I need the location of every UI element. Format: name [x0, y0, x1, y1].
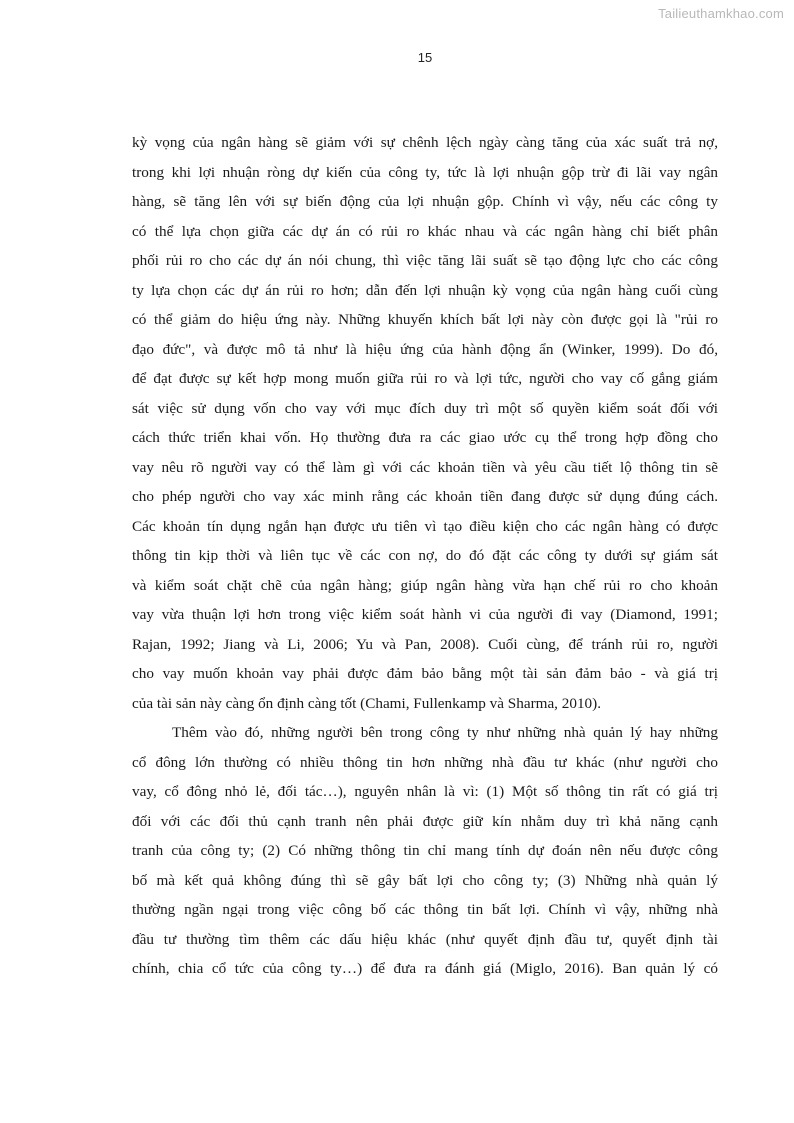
text-line: cách thức triển khai vốn. Họ thường đưa ra các giao ước cụ thể trong hợp đồng cho [132, 429, 718, 446]
text-line: ty lựa chọn các dự án rủi ro hơn; dẫn đến lợi nhuận kỳ vọng của ngân hàng cuối cùng [132, 281, 718, 299]
text-line: đầu tư thường tìm thêm các dấu hiệu khác (như quyết định đầu tư, quyết định tài [132, 930, 718, 948]
text-line: cho phép người cho vay xác minh rằng các khoản tiền đang được sử dụng đúng cách. [132, 488, 718, 505]
text-line: để đạt được sự kết hợp mong muốn giữa rủi ro và lợi tức, người cho vay cố gắng giám [132, 370, 718, 387]
text-line: của tài sản này càng ổn định càng tốt (Chami, Fullenkamp và Sharma, 2010). [132, 694, 602, 712]
text-line: tranh của công ty; (2) Có những thông tin chỉ mang tính dự đoán nên nếu được công [132, 842, 718, 859]
text-line: chính, chia cổ tức của công ty…) để đưa ra đánh giá (Miglo, 2016). Ban quản lý có [132, 960, 718, 977]
text-line: trong khi lợi nhuận ròng dự kiến của công ty, tức là lợi nhuận gộp trừ đi lãi vay ngân [132, 163, 718, 181]
text-line: vay nêu rõ người vay có thể làm gì với các khoản tiền và yêu cầu tiết lộ thông tin sẽ [132, 458, 718, 476]
text-line: vay, cổ đông nhỏ lẻ, đối tác…), nguyên nhân là vì: (1) Một số thông tin rất có giá trị [132, 783, 718, 800]
text-line: sát việc sử dụng vốn cho vay với mục đích duy trì một số quyền kiểm soát đối với [132, 399, 718, 417]
text-line: Rajan, 1992; Jiang và Li, 2006; Yu và Pan, 2008). Cuối cùng, để tránh rủi ro, người [132, 635, 718, 653]
text-line: Các khoản tín dụng ngắn hạn được ưu tiên vì tạo điều kiện cho các ngân hàng có được [132, 517, 718, 535]
text-line: thông tin kịp thời và liên tục về các con nợ, do đó đặt các công ty dưới sự giám sát [132, 547, 718, 564]
page-number: 15 [417, 50, 433, 65]
text-line: có thể lựa chọn giữa các dự án có rủi ro khác nhau và các ngân hàng chỉ biết phân [132, 222, 718, 240]
text-line: kỳ vọng của ngân hàng sẽ giảm với sự chênh lệch ngày càng tăng của xác suất trả nợ, [132, 134, 718, 151]
body-text [132, 128, 718, 984]
text-line: Thêm vào đó, những người bên trong công ty như những nhà quản lý hay những [172, 724, 718, 741]
text-line: đạo đức", và được mô tả như là hiệu ứng của hành động ẩn (Winker, 1999). Do đó, [132, 340, 718, 358]
paragraph [132, 718, 718, 984]
text-line: vay vừa thuận lợi hơn trong việc kiểm soát hành vi của người đi vay (Diamond, 1991; [132, 606, 718, 623]
text-line: bố mà kết quả không đúng thì sẽ gây bất lợi cho công ty; (3) Những nhà quản lý [132, 871, 718, 889]
text-line: phối rủi ro cho các dự án nói chung, thì việc tăng lãi suất sẽ tạo động lực cho các công [132, 252, 718, 269]
text-line: có thể giảm do hiệu ứng này. Những khuyến khích bất lợi này còn được gọi là "rủi ro [132, 311, 718, 328]
text-line: đối với các đối thủ cạnh tranh nên phải được giữ kín nhằm duy trì khả năng cạnh [132, 812, 718, 830]
text-line: hàng, sẽ tăng lên với sự biến động của lợi nhuận gộp. Chính vì vậy, nếu các công ty [132, 193, 718, 210]
text-line: thường ngần ngại trong việc công bố các thông tin bất lợi. Chính vì vậy, những nhà [132, 901, 718, 918]
text-line: và kiểm soát chặt chẽ của ngân hàng; giúp ngân hàng vừa hạn chế rủi ro cho khoản [132, 576, 718, 594]
watermark: Tailieuthamkhao.com [658, 6, 784, 21]
text-line: cổ đông lớn thường có nhiều thông tin hơn những nhà đầu tư khác (như người cho [132, 753, 718, 771]
text-line: cho vay muốn khoản vay phải được đảm bảo bằng một tài sản đảm bảo - và giá trị [132, 665, 718, 682]
paragraph [132, 128, 718, 718]
